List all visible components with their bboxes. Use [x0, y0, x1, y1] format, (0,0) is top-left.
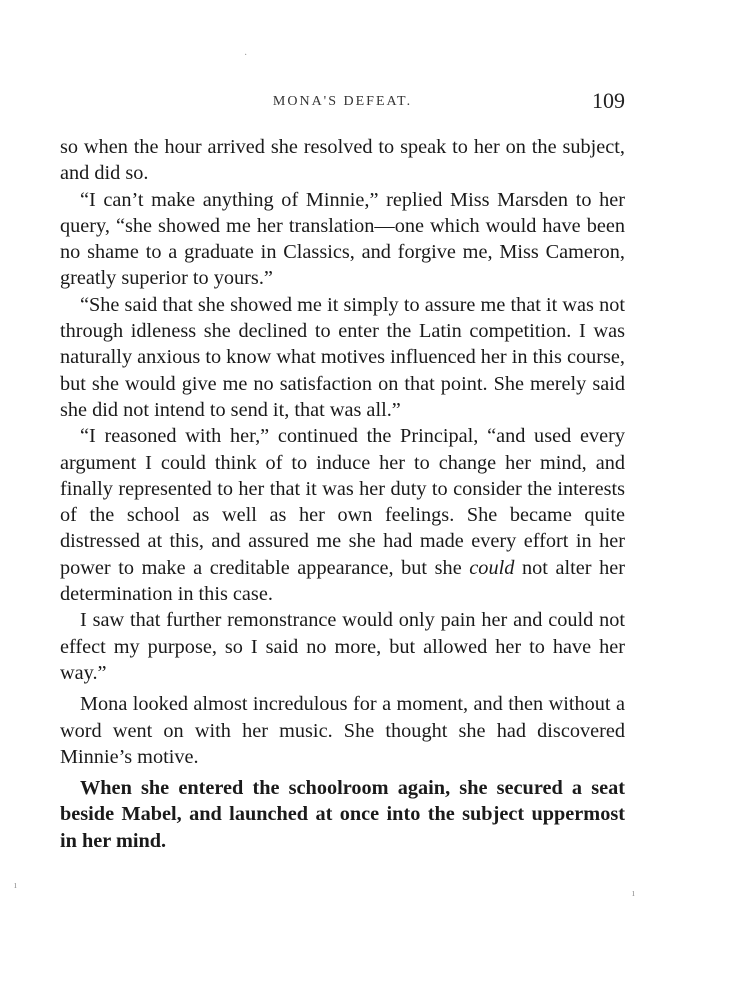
paragraph-2: “I can’t make anything of Minnie,” replied Miss Marsden to her query, “she showed me her translation—one which would have been no shame to a graduate in Classics, and forgive me, Miss Cameron, greatly superior to yours.” [60, 188, 625, 290]
paper-speck: ı [632, 888, 635, 899]
page-number: 109 [592, 88, 625, 113]
paragraph-4-before: “I reasoned with her,” continued the Principal, “and used every argument I could think of to induce her to change her mind, and finally represented to her that it was her duty to consider the interests of the school as well as her own feelings. She became quite distressed at this, and assured me she had made every effort in her power to make a creditable appearance, but she [60, 425, 625, 579]
paragraph-4-after: not alter her determination in this case. [60, 556, 625, 606]
paragraph-3: “She said that she showed me it simply to assure me that it was not through idleness she declined to enter the Latin competition. I was naturally anxious to know what motives influenced her in this course, but she would give me no satisfaction on that point. She merely said she did not intend to send it, that was all.” [60, 293, 625, 421]
paragraph-5: I saw that further remonstrance would only pain her and could not effect my purpose, so I said no more, but allowed her to have her way.” [60, 609, 625, 684]
body-text [60, 134, 625, 854]
running-head: MONA'S DEFEAT. [272, 94, 413, 109]
emphasized-word: could [469, 556, 515, 579]
paper-speck: · [244, 50, 248, 61]
page-header [60, 88, 625, 118]
paper-speck: ı [14, 880, 17, 891]
paragraph-7: When she entered the schoolroom again, she secured a seat beside Mabel, and launched at once into the subject uppermost in her mind. [60, 777, 625, 852]
paragraph-1: so when the hour arrived she resolved to speak to her on the subject, and did so. [60, 136, 625, 185]
paragraph-6: Mona looked almost incredulous for a moment, and then without a word went on with her music. She thought she had discovered Minnie’s motive. [60, 693, 625, 768]
paragraph-4 [60, 423, 625, 607]
